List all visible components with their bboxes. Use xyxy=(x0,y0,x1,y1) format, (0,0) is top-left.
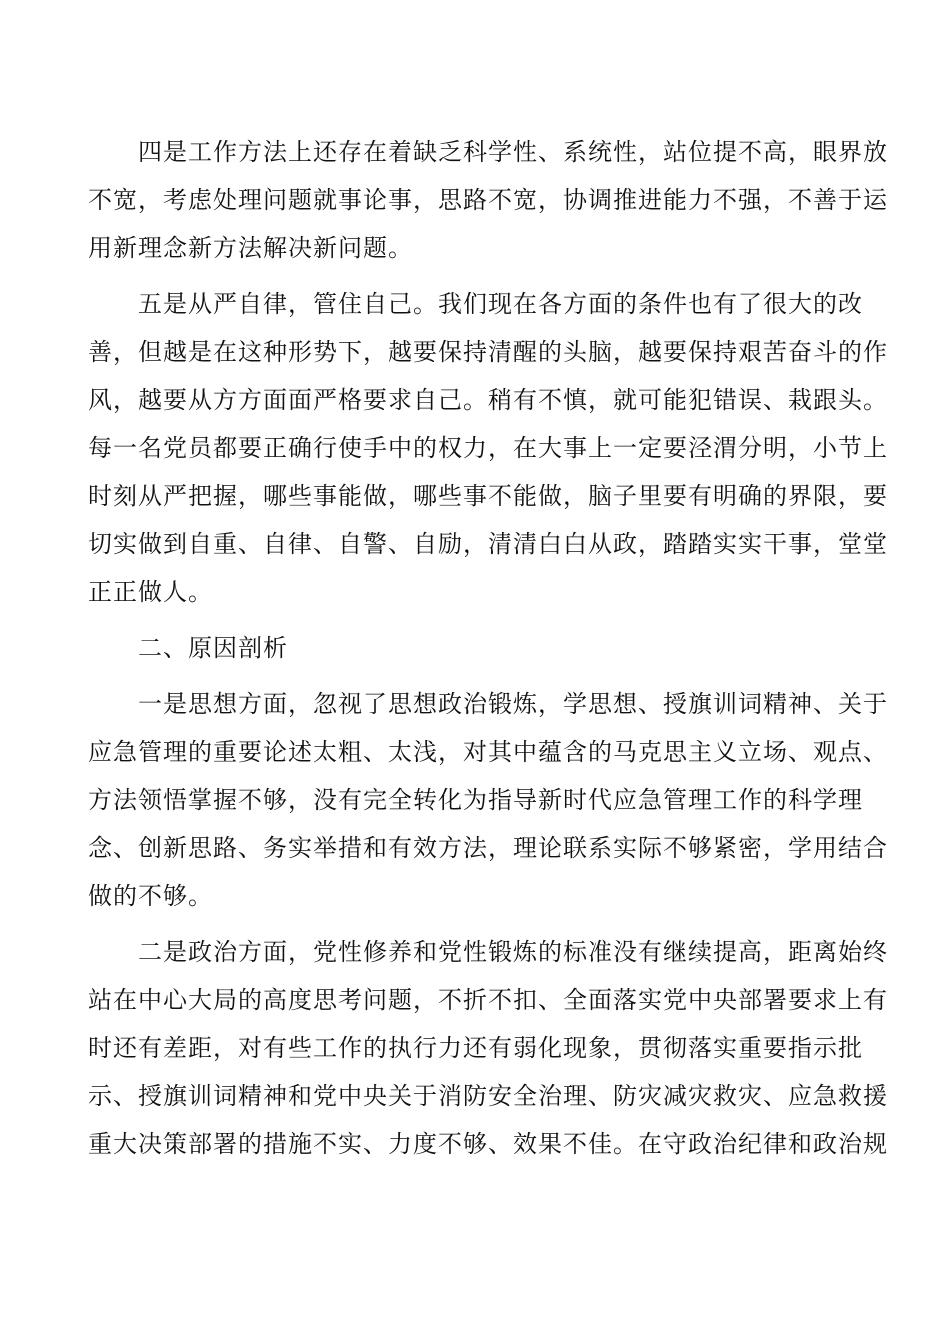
text-line: 善，但越是在这种形势下，越要保持清醒的头脑，越要保持艰苦奋斗的作 xyxy=(88,338,888,366)
text-line: 四是工作方法上还存在着缺乏科学性、系统性，站位提不高，眼界放 xyxy=(138,138,888,166)
paragraph-political-causes xyxy=(88,928,888,1168)
text-line: 念、创新思路、务实举措和有效方法，理论联系实际不够紧密，学用结合 xyxy=(88,834,888,862)
text-line: 每一名党员都要正确行使手中的权力，在大事上一定要泾渭分明，小节上 xyxy=(88,434,888,462)
text-line: 时刻从严把握，哪些事能做，哪些事不能做，脑子里要有明确的界限，要 xyxy=(88,482,888,510)
section-heading: 二、原因剖析 xyxy=(138,634,288,662)
paragraph-ideological-causes xyxy=(88,680,888,920)
text-line: 不宽，考虑处理问题就事论事，思路不宽，协调推进能力不强，不善于运 xyxy=(88,186,888,214)
document-body xyxy=(88,128,888,1168)
text-line: 一是思想方面，忽视了思想政治锻炼，学思想、授旗训词精神、关于 xyxy=(138,690,888,718)
section-heading-cause-analysis xyxy=(88,624,862,672)
text-line: 站在中心大局的高度思考问题，不折不扣、全面落实党中央部署要求上有 xyxy=(88,986,888,1014)
text-line: 做的不够。 xyxy=(88,882,213,910)
text-line: 方法领悟掌握不够，没有完全转化为指导新时代应急管理工作的科学理 xyxy=(88,786,863,814)
text-line: 重大决策部署的措施不实、力度不够、效果不佳。在守政治纪律和政治规 xyxy=(88,1130,888,1158)
text-line: 正正做人。 xyxy=(88,578,213,606)
text-line: 应急管理的重要论述太粗、太浅，对其中蕴含的马克思主义立场、观点、 xyxy=(88,738,888,766)
text-line: 风，越要从方方面面严格要求自己。稍有不慎，就可能犯错误、栽跟头。 xyxy=(88,386,888,414)
text-line: 时还有差距，对有些工作的执行力还有弱化现象，贯彻落实重要指示批 xyxy=(88,1034,863,1062)
text-line: 用新理念新方法解决新问题。 xyxy=(88,234,413,262)
text-line: 示、授旗训词精神和党中央关于消防安全治理、防灾减灾救灾、应急救援 xyxy=(88,1082,888,1110)
text-line: 切实做到自重、自律、自警、自励，清清白白从政，踏踏实实干事，堂堂 xyxy=(88,530,888,558)
text-line: 二是政治方面，党性修养和党性锻炼的标准没有继续提高，距离始终 xyxy=(138,938,888,966)
paragraph-method-issues xyxy=(88,128,888,272)
text-line: 五是从严自律，管住自己。我们现在各方面的条件也有了很大的改 xyxy=(138,290,863,318)
paragraph-self-discipline xyxy=(88,280,888,616)
